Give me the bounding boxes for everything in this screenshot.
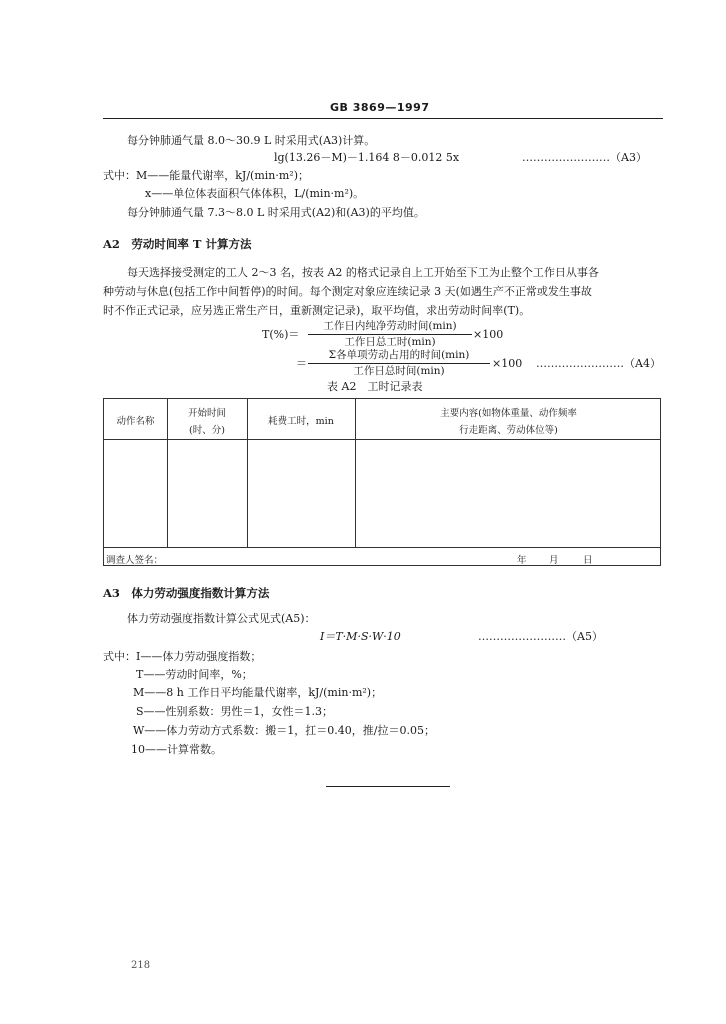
table-header-main-content: 主要内容(如物体重量、动作频率 <box>440 408 577 419</box>
table-date-day: 日 <box>583 555 593 566</box>
table-header-start-time: 开始时间 <box>187 408 226 419</box>
table-header-main-content-2: 行走距离、劳动体位等) <box>459 425 558 436</box>
fraction-2-denominator: 工作日总时间(min) <box>353 365 445 377</box>
table-a2-caption: 表 A2 工时记录表 <box>327 380 423 393</box>
where-line-2: x——单位体表面积气体体积，L/(min·m²)。 <box>145 187 365 200</box>
a3-def-1: 式中：I——体力劳动强度指数； <box>103 650 262 663</box>
formula-a3: lg(13.26－M)－1.164 8－0.012 5x <box>274 151 460 164</box>
a2-paragraph-line-2: 种劳动与休息(包括工作中间暂停)的时间。每个测定对象应连续记录 3 天(如遇生产不正常或发生事故 <box>103 285 592 298</box>
fraction-2-numerator: Σ各单项劳动占用的时间(min) <box>308 349 490 364</box>
formula-a4-fraction-1 <box>308 320 472 349</box>
end-rule <box>326 786 450 787</box>
page-number: 218 <box>131 960 151 971</box>
section-a2-heading: A2 劳动时间率 T 计算方法 <box>103 237 252 251</box>
formula-a3-tag: ……………………（A3） <box>522 151 647 164</box>
table-header-time-spent: 耗费工时，min <box>268 416 334 427</box>
table-a2 <box>103 398 661 566</box>
header-rule <box>103 118 663 119</box>
table-header-divider <box>104 439 660 440</box>
a3-def-4: S——性别系数：男性＝1，女性＝1.3； <box>136 705 334 718</box>
table-header-action-name: 动作名称 <box>116 416 155 427</box>
a3-def-3: M——8 h 工作日平均能量代谢率，kJ/(min·m²)； <box>133 686 383 699</box>
a2-paragraph-line-1: 每天选择接受测定的工人 2～3 名，按表 A2 的格式记录自上工开始至下工为止整个工作日从事各 <box>127 266 599 279</box>
a3-intro: 体力劳动强度指数计算公式见式(A5)： <box>127 612 316 625</box>
fraction-1-denominator: 工作日总工时(min) <box>344 336 436 348</box>
table-date-month: 月 <box>549 555 559 566</box>
formula-a4-fraction-2 <box>308 349 490 378</box>
table-date-year: 年 <box>517 555 527 566</box>
section-a3-heading: A3 体力劳动强度指数计算方法 <box>103 586 270 600</box>
where-line-1: 式中：M——能量代谢率，kJ/(min·m²)； <box>103 169 309 182</box>
formula-a5: I＝T·M·S·W·10 <box>320 630 401 643</box>
a3-def-5: W——体力劳动方式系数：搬＝1，扛＝0.40，推/拉＝0.05； <box>133 724 435 737</box>
fraction-1-numerator: 工作日内纯净劳动时间(min) <box>308 320 472 335</box>
a3-def-2: T——劳动时间率，%； <box>136 668 253 681</box>
formula-a4-lhs: T(%)＝ <box>262 328 300 341</box>
a2-paragraph-line-3: 时不作正式记录，应另选正常生产日，重新测定记录)，取平均值，求出劳动时间率(T)。 <box>103 304 531 317</box>
formula-a4-mult-1: ×100 <box>473 328 504 341</box>
text-line-1: 每分钟肺通气量 8.0～30.9 L 时采用式(A3)计算。 <box>127 134 376 147</box>
a3-def-6: 10——计算常数。 <box>131 743 222 756</box>
avg-line: 每分钟肺通气量 7.3～8.0 L 时采用式(A2)和(A3)的平均值。 <box>127 206 425 219</box>
formula-a4-tag: ……………………（A4） <box>536 357 661 370</box>
formula-a5-tag: ……………………（A5） <box>478 630 603 643</box>
page-header-title: GB 3869—1997 <box>330 101 430 114</box>
table-signature-divider <box>104 547 660 548</box>
formula-a4-mult-2: ×100 <box>492 357 523 370</box>
table-header-start-time-unit: (时、分) <box>189 425 225 436</box>
table-signature-label: 调查人签名： <box>106 555 164 566</box>
formula-a4-eq: ＝ <box>296 357 307 370</box>
